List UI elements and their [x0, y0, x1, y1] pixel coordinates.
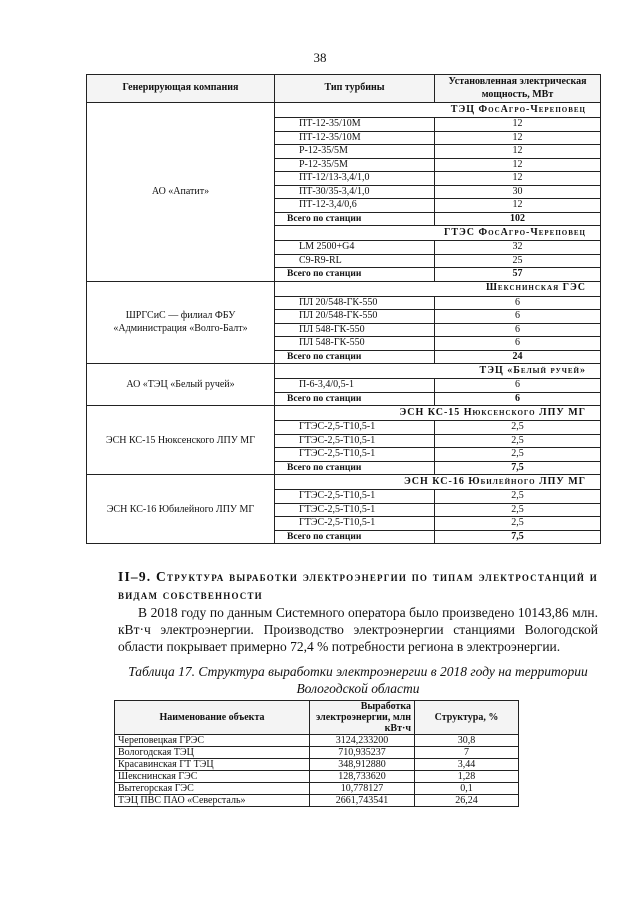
- company-name: «Администрация «Волго-Балт»: [113, 323, 248, 335]
- capacity-value: 6: [435, 379, 601, 393]
- page-number: 38: [313, 50, 327, 65]
- capacity-value: 12: [435, 118, 601, 132]
- header-company: Генерирующая компания: [87, 75, 275, 103]
- capacity-value: 6: [435, 296, 601, 310]
- station-row: [87, 281, 601, 296]
- capacity-value: 25: [435, 254, 601, 268]
- total-value: 57: [435, 268, 601, 282]
- total-label: Всего по станции: [275, 461, 435, 475]
- turbine-type: ГТЭС-2,5-Т10,5-1: [275, 434, 435, 448]
- total-value: 102: [435, 212, 601, 226]
- header-structure: Структура, %: [415, 701, 519, 735]
- turbine-type: ПТ-12-35/10М: [275, 131, 435, 145]
- capacity-value: 6: [435, 323, 601, 337]
- production-structure-body: [115, 735, 519, 807]
- capacity-value: 2,5: [435, 503, 601, 517]
- production-value: 348,912880: [310, 759, 415, 771]
- company-cell: [87, 406, 275, 475]
- capacity-value: 30: [435, 185, 601, 199]
- station-name: ТЭЦ «Белый ручей»: [275, 364, 601, 379]
- table-header-row: [115, 701, 519, 735]
- station-row: [87, 406, 601, 421]
- object-name: Вологодская ТЭЦ: [115, 747, 310, 759]
- total-label: Всего по станции: [275, 530, 435, 544]
- structure-percent: 7: [415, 747, 519, 759]
- total-value: 7,5: [435, 461, 601, 475]
- production-structure-table: [114, 700, 519, 807]
- total-label: Всего по станции: [275, 212, 435, 226]
- station-name: Шекснинская ГЭС: [275, 281, 601, 296]
- company-cell: [87, 281, 275, 364]
- table-row: [115, 759, 519, 771]
- turbine-type: C9-R9-RL: [275, 254, 435, 268]
- table-row: [115, 735, 519, 747]
- capacity-value: 2,5: [435, 448, 601, 462]
- company-name: АО «Апатит»: [151, 186, 210, 198]
- table-row: [115, 783, 519, 795]
- object-name: ТЭЦ ПВС ПАО «Северсталь»: [115, 795, 310, 807]
- company-cell: [87, 103, 275, 282]
- capacity-value: 12: [435, 158, 601, 172]
- station-row: [87, 103, 601, 118]
- capacity-value: 2,5: [435, 490, 601, 504]
- total-value: 24: [435, 350, 601, 364]
- turbine-type: ПТ-12/13-3,4/1,0: [275, 172, 435, 186]
- company-name: АО «ТЭЦ «Белый ручей»: [126, 379, 235, 390]
- capacity-value: 6: [435, 337, 601, 351]
- turbine-type: Р-12-35/5М: [275, 158, 435, 172]
- station-name: ГТЭС ФосАгро-Череповец: [275, 226, 601, 241]
- production-value: 128,733620: [310, 771, 415, 783]
- capacity-value: 6: [435, 310, 601, 324]
- station-name: ТЭЦ ФосАгро-Череповец: [275, 103, 601, 118]
- total-label: Всего по станции: [275, 392, 435, 406]
- total-value: 6: [435, 392, 601, 406]
- station-name: ЭСН КС-15 Нюксенского ЛПУ МГ: [275, 406, 601, 421]
- capacity-value: 2,5: [435, 421, 601, 435]
- capacity-value: 12: [435, 199, 601, 213]
- station-name: ЭСН КС-16 Юбилейного ЛПУ МГ: [275, 475, 601, 490]
- turbine-type: ГТЭС-2,5-Т10,5-1: [275, 517, 435, 531]
- table-row: [115, 795, 519, 807]
- object-name: Череповецкая ГРЭС: [115, 735, 310, 747]
- capacity-value: 12: [435, 145, 601, 159]
- structure-percent: 26,24: [415, 795, 519, 807]
- company-cell: [87, 475, 275, 544]
- capacity-value: 2,5: [435, 434, 601, 448]
- turbine-type: ПЛ 20/548-ГК-550: [275, 310, 435, 324]
- company-name: ШРГСиС — филиал ФБУ: [125, 310, 236, 322]
- capacity-value: 2,5: [435, 517, 601, 531]
- production-value: 10,778127: [310, 783, 415, 795]
- turbine-type: ПЛ 548-ГК-550: [275, 337, 435, 351]
- total-value: 7,5: [435, 530, 601, 544]
- header-production: Выработка электроэнергии, млн кВт·ч: [310, 701, 415, 735]
- body-paragraph: В 2018 году по данным Системного оператора было произведено 10143,86 млн. кВт·ч электроэнергии. Производство электроэнергии станциями Вологодской области покрывает примерно 72,4 % потребности региона в электроэнергии.: [118, 605, 598, 654]
- object-name: Шекснинская ГЭС: [115, 771, 310, 783]
- turbine-type: ГТЭС-2,5-Т10,5-1: [275, 503, 435, 517]
- table-17-caption: Таблица 17. Структура выработки электроэнергии в 2018 году на территории Вологодской области: [128, 664, 588, 696]
- station-row: [87, 364, 601, 379]
- station-row: [87, 475, 601, 490]
- turbine-type: ПЛ 20/548-ГК-550: [275, 296, 435, 310]
- table-row: [115, 747, 519, 759]
- installed-capacity-table: [86, 74, 601, 544]
- turbine-type: LM 2500+G4: [275, 241, 435, 255]
- turbine-type: ПТ-12-35/10М: [275, 118, 435, 132]
- structure-percent: 1,28: [415, 771, 519, 783]
- capacity-value: 12: [435, 172, 601, 186]
- header-object-name: Наименование объекта: [115, 701, 310, 735]
- total-label: Всего по станции: [275, 350, 435, 364]
- turbine-type: ПТ-12-3,4/0,6: [275, 199, 435, 213]
- object-name: Красавинская ГТ ТЭЦ: [115, 759, 310, 771]
- table-header-row: [87, 75, 601, 103]
- section-heading: II–9. Структура выработки электроэнергии по типам электростанций и видам собственности: [118, 569, 598, 602]
- installed-capacity-body: [87, 103, 601, 544]
- production-value: 710,935237: [310, 747, 415, 759]
- company-name: ЭСН КС-16 Юбилейного ЛПУ МГ: [106, 503, 255, 515]
- company-name: ЭСН КС-15 Нюксенского ЛПУ МГ: [106, 434, 255, 446]
- production-value: 2661,743541: [310, 795, 415, 807]
- turbine-type: ПЛ 548-ГК-550: [275, 323, 435, 337]
- structure-percent: 30,8: [415, 735, 519, 747]
- production-value: 3124,233200: [310, 735, 415, 747]
- turbine-type: ГТЭС-2,5-Т10,5-1: [275, 421, 435, 435]
- structure-percent: 0,1: [415, 783, 519, 795]
- structure-percent: 3,44: [415, 759, 519, 771]
- company-cell: [87, 364, 275, 406]
- total-label: Всего по станции: [275, 268, 435, 282]
- header-capacity: Установленная электрическая мощность, МВт: [435, 75, 601, 103]
- turbine-type: ГТЭС-2,5-Т10,5-1: [275, 448, 435, 462]
- turbine-type: П-6-3,4/0,5-1: [275, 379, 435, 393]
- turbine-type: Р-12-35/5М: [275, 145, 435, 159]
- object-name: Вытегорская ГЭС: [115, 783, 310, 795]
- header-turbine-type: Тип турбины: [275, 75, 435, 103]
- turbine-type: ГТЭС-2,5-Т10,5-1: [275, 490, 435, 504]
- table-row: [115, 771, 519, 783]
- capacity-value: 12: [435, 131, 601, 145]
- turbine-type: ПТ-30/35-3,4/1,0: [275, 185, 435, 199]
- capacity-value: 32: [435, 241, 601, 255]
